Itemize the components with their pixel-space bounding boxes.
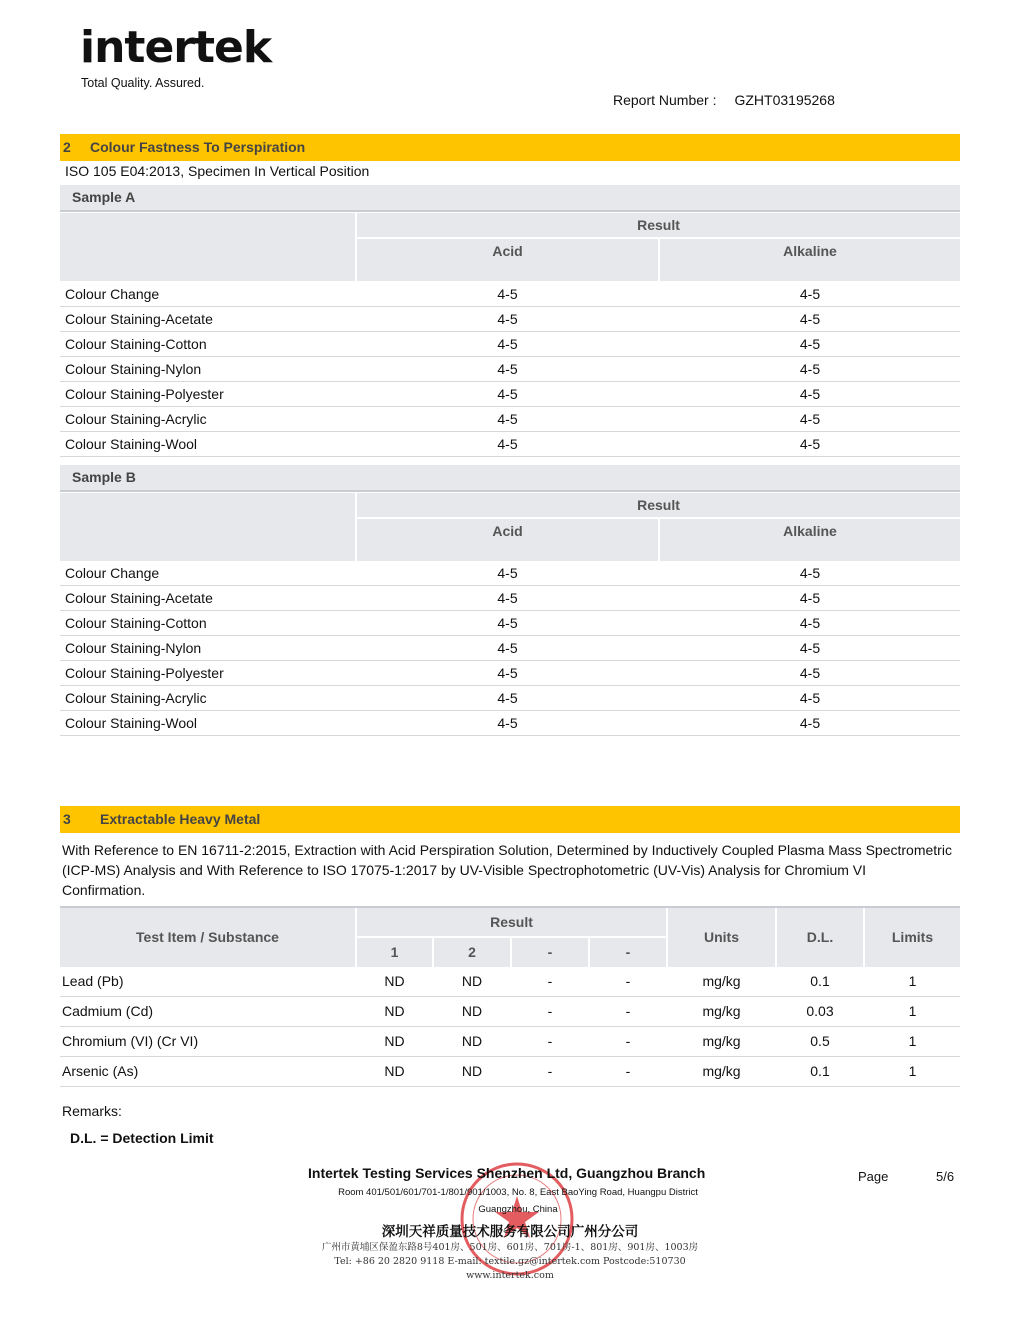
acid-header: Acid (357, 519, 658, 561)
table-row: Arsenic (As) ND ND - - mg/kg 0.1 1 (60, 1057, 960, 1087)
footer-website: www.intertek.com (466, 1270, 554, 1281)
limits-header: Limits (865, 908, 960, 967)
result-col-2: 2 (434, 938, 510, 967)
result-col-1: 1 (357, 938, 432, 967)
alkaline-header: Alkaline (660, 519, 960, 561)
table-row: Colour Staining-Cotton 4-5 4-5 (60, 611, 960, 636)
table-row: Colour Staining-Acrylic 4-5 4-5 (60, 686, 960, 711)
section-2-title: Colour Fastness To Perspiration (90, 139, 306, 155)
table-row: Colour Staining-Cotton 4-5 4-5 (60, 332, 960, 357)
result-header: Result (357, 908, 666, 936)
units-header: Units (668, 908, 775, 967)
alkaline-header: Alkaline (660, 239, 960, 281)
heavy-metal-table (60, 906, 960, 1087)
sample-a-bar (60, 185, 960, 212)
result-header: Result (357, 213, 960, 237)
table-row: Colour Change 4-5 4-5 (60, 561, 960, 586)
table-row: Colour Staining-Acetate 4-5 4-5 (60, 307, 960, 332)
footer-company-name-cn: 深圳天祥质量技术服务有限公司广州分公司 (381, 1224, 639, 1239)
footer-address: Room 401/501/601/701-1/801/901/1003, No. 8, East BaoYing Road, Huangpu District (338, 1187, 698, 1198)
intertek-logo: intertek (80, 22, 272, 73)
sample-b-label: Sample B (72, 469, 136, 485)
result-header: Result (357, 493, 960, 517)
footer-company-name: Intertek Testing Services Shenzhen Ltd, Guangzhou Branch (308, 1165, 706, 1181)
table-row: Colour Staining-Polyester 4-5 4-5 (60, 382, 960, 407)
table-row: Colour Change 4-5 4-5 (60, 282, 960, 307)
report-number (613, 92, 835, 108)
sample-a-rows (60, 282, 960, 457)
table-row: Colour Staining-Nylon 4-5 4-5 (60, 636, 960, 661)
table-row: Chromium (VI) (Cr VI) ND ND - - mg/kg 0.5 1 (60, 1027, 960, 1057)
table-row: Colour Staining-Wool 4-5 4-5 (60, 432, 960, 457)
sample-a-result-header (60, 213, 960, 281)
section-2-number: 2 (63, 139, 71, 155)
acid-header: Acid (357, 239, 658, 281)
section-2-method: ISO 105 E04:2013, Specimen In Vertical Position (65, 163, 370, 179)
section-3-method: With Reference to EN 16711-2:2015, Extraction with Acid Perspiration Solution, Determined by Inductively Coupled Plasma Mass Spectrometric (ICP-MS) Analysis and With Reference to ISO 17075-1:2017 by UV-Visible Spectrophotometric (UV-Vis) Analysis for Chromium VI Confirmation. (62, 842, 952, 898)
sample-a-label: Sample A (72, 189, 136, 205)
footer-contact: Tel: +86 20 2820 9118 E-mail: textile.gz@intertek.com Postcode:510730 (334, 1256, 686, 1267)
table-row: Lead (Pb) ND ND - - mg/kg 0.1 1 (60, 967, 960, 997)
test-item-header: Test Item / Substance (60, 908, 355, 967)
dl-header: D.L. (777, 908, 863, 967)
footer-address-cn: 广州市黄埔区保盈东路8号401房、501房、601房、701房-1、801房、901房、1003房 (321, 1242, 699, 1253)
heavy-metal-header (60, 906, 960, 967)
report-number-value: GZHT03195268 (734, 92, 835, 108)
result-col-3: - (512, 938, 588, 967)
section-3-title: Extractable Heavy Metal (100, 811, 261, 827)
sample-b-rows (60, 561, 960, 736)
table-row: Colour Staining-Wool 4-5 4-5 (60, 711, 960, 736)
table-row: Colour Staining-Nylon 4-5 4-5 (60, 357, 960, 382)
sample-b-bar (60, 465, 960, 492)
table-row: Colour Staining-Polyester 4-5 4-5 (60, 661, 960, 686)
page-label: Page (858, 1169, 889, 1184)
table-row: Colour Staining-Acetate 4-5 4-5 (60, 586, 960, 611)
section-3-number: 3 (63, 811, 71, 827)
section-3-bar (60, 806, 960, 833)
section-2-bar (60, 134, 960, 161)
remark-detection-limit: D.L. = Detection Limit (70, 1130, 214, 1146)
table-row: Cadmium (Cd) ND ND - - mg/kg 0.03 1 (60, 997, 960, 1027)
remarks-label: Remarks: (62, 1103, 122, 1119)
result-col-4: - (590, 938, 666, 967)
table-row: Colour Staining-Acrylic 4-5 4-5 (60, 407, 960, 432)
logo-tagline: Total Quality. Assured. (81, 76, 205, 90)
report-number-label: Report Number : (613, 92, 717, 108)
page-number: 5/6 (936, 1169, 955, 1184)
sample-b-result-header (60, 493, 960, 561)
footer-address-city: Guangzhou, China (478, 1204, 558, 1215)
